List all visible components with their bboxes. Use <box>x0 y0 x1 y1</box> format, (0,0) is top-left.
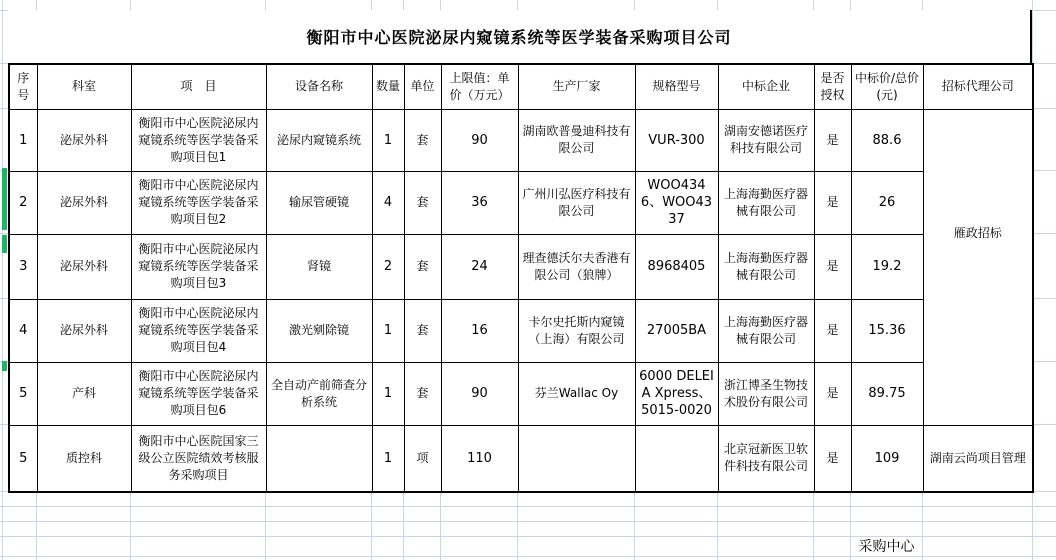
cell-maker[interactable]: 广州川弘医疗科技有限公司 <box>518 171 635 234</box>
header-row <box>9 64 1033 109</box>
cell-price[interactable]: 26 <box>851 171 923 234</box>
cell-no[interactable]: 3 <box>9 234 37 299</box>
cell-qty[interactable]: 1 <box>372 109 404 171</box>
col-header-project[interactable]: 项 目 <box>131 64 266 109</box>
cell-qty[interactable]: 2 <box>372 234 404 299</box>
col-header-limit[interactable]: 上限值：单价（万元） <box>441 64 518 109</box>
cell-qty[interactable]: 1 <box>372 299 404 362</box>
table-row <box>9 109 1033 171</box>
cell-maker[interactable]: 卡尔史托斯内窥镜（上海）有限公司 <box>518 299 635 362</box>
table-row <box>9 425 1033 492</box>
cell-maker[interactable]: 理查德沃尔夫香港有限公司（狼牌） <box>518 234 635 299</box>
cell-limit[interactable]: 110 <box>441 425 518 492</box>
cell-maker[interactable]: 芬兰Wallac Oy <box>518 362 635 425</box>
cell-no[interactable]: 1 <box>9 109 37 171</box>
selection-marker <box>2 361 7 371</box>
cell-device[interactable]: 泌尿内窥镜系统 <box>266 109 372 171</box>
col-header-price[interactable]: 中标价/总价(元) <box>851 64 923 109</box>
col-header-no[interactable]: 序号 <box>9 64 37 109</box>
cell-model[interactable]: 27005BA <box>635 299 718 362</box>
cell-price[interactable]: 88.6 <box>851 109 923 171</box>
cell-dept[interactable]: 泌尿外科 <box>37 299 131 362</box>
cell-qty[interactable]: 4 <box>372 171 404 234</box>
cell-winner[interactable]: 上海海勤医疗器械有限公司 <box>718 171 814 234</box>
cell-limit[interactable]: 90 <box>441 109 518 171</box>
col-header-device[interactable]: 设备名称 <box>266 64 372 109</box>
selection-marker <box>2 235 7 253</box>
cell-price[interactable]: 89.75 <box>851 362 923 425</box>
cell-unit[interactable]: 套 <box>404 299 441 362</box>
cell-no[interactable]: 4 <box>9 299 37 362</box>
cell-project[interactable]: 衡阳市中心医院泌尿内窥镜系统等医学装备采购项目包4 <box>131 299 266 362</box>
col-header-dept[interactable]: 科室 <box>37 64 131 109</box>
col-header-winner[interactable]: 中标企业 <box>718 64 814 109</box>
cell-dept[interactable]: 质控科 <box>37 425 131 492</box>
table-row <box>9 299 1033 362</box>
cell-auth[interactable]: 是 <box>814 425 851 492</box>
cell-project[interactable]: 衡阳市中心医院泌尿内窥镜系统等医学装备采购项目包1 <box>131 109 266 171</box>
cell-model[interactable]: WOO4346、WOO4337 <box>635 171 718 234</box>
cell-unit[interactable]: 套 <box>404 109 441 171</box>
cell-price[interactable]: 15.36 <box>851 299 923 362</box>
col-header-unit[interactable]: 单位 <box>404 64 441 109</box>
cell-qty[interactable]: 1 <box>372 425 404 492</box>
procurement-table <box>8 63 1034 493</box>
cell-maker[interactable] <box>518 425 635 492</box>
cell-unit[interactable]: 项 <box>404 425 441 492</box>
cell-unit[interactable]: 套 <box>404 171 441 234</box>
cell-dept[interactable]: 泌尿外科 <box>37 171 131 234</box>
cell-device[interactable]: 激光剜除镜 <box>266 299 372 362</box>
cell-device[interactable] <box>266 425 372 492</box>
cell-maker[interactable]: 湖南欧普曼迪科技有限公司 <box>518 109 635 171</box>
cell-project[interactable]: 衡阳市中心医院国家三级公立医院绩效考核服务采购项目 <box>131 425 266 492</box>
cell-winner[interactable]: 浙江博圣生物技术股份有限公司 <box>718 362 814 425</box>
cell-agency-merged[interactable]: 雁政招标 <box>923 109 1033 425</box>
cell-model[interactable]: VUR-300 <box>635 109 718 171</box>
table-row <box>9 234 1033 299</box>
cell-device[interactable]: 输尿管硬镜 <box>266 171 372 234</box>
cell-device[interactable]: 肾镜 <box>266 234 372 299</box>
col-header-qty[interactable]: 数量 <box>372 64 404 109</box>
cell-limit[interactable]: 36 <box>441 171 518 234</box>
cell-project[interactable]: 衡阳市中心医院泌尿内窥镜系统等医学装备采购项目包3 <box>131 234 266 299</box>
cell-model[interactable]: 6000 DELEIA Xpress、5015-0020 <box>635 362 718 425</box>
cell-winner[interactable]: 上海海勤医疗器械有限公司 <box>718 299 814 362</box>
table-row <box>9 362 1033 425</box>
cell-dept[interactable]: 泌尿外科 <box>37 234 131 299</box>
cell-project[interactable]: 衡阳市中心医院泌尿内窥镜系统等医学装备采购项目包6 <box>131 362 266 425</box>
col-header-agency[interactable]: 招标代理公司 <box>923 64 1033 109</box>
cell-agency[interactable]: 湖南云尚项目管理 <box>923 425 1033 492</box>
cell-limit[interactable]: 16 <box>441 299 518 362</box>
cell-qty[interactable]: 1 <box>372 362 404 425</box>
col-header-model[interactable]: 规格型号 <box>635 64 718 109</box>
cell-unit[interactable]: 套 <box>404 362 441 425</box>
cell-auth[interactable]: 是 <box>814 362 851 425</box>
cell-model[interactable]: 8968405 <box>635 234 718 299</box>
cell-price[interactable]: 19.2 <box>851 234 923 299</box>
sheet-title[interactable]: 衡阳市中心医院泌尿内窥镜系统等医学装备采购项目公司 <box>8 10 1032 63</box>
cell-project[interactable]: 衡阳市中心医院泌尿内窥镜系统等医学装备采购项目包2 <box>131 171 266 234</box>
procurement-center-label[interactable]: 采购中心 <box>858 539 915 555</box>
cell-winner[interactable]: 北京冠新医卫软件科技有限公司 <box>718 425 814 492</box>
col-header-maker[interactable]: 生产厂家 <box>518 64 635 109</box>
col-header-auth[interactable]: 是否授权 <box>814 64 851 109</box>
cell-dept[interactable]: 产科 <box>37 362 131 425</box>
selection-marker <box>2 168 7 230</box>
cell-auth[interactable]: 是 <box>814 171 851 234</box>
cell-no[interactable]: 5 <box>9 425 37 492</box>
cell-dept[interactable]: 泌尿外科 <box>37 109 131 171</box>
cell-no[interactable]: 5 <box>9 362 37 425</box>
cell-limit[interactable]: 90 <box>441 362 518 425</box>
cell-winner[interactable]: 上海海勤医疗器械有限公司 <box>718 234 814 299</box>
table-row <box>9 171 1033 234</box>
cell-model[interactable] <box>635 425 718 492</box>
cell-limit[interactable]: 24 <box>441 234 518 299</box>
cell-unit[interactable]: 套 <box>404 234 441 299</box>
cell-no[interactable]: 2 <box>9 171 37 234</box>
cell-winner[interactable]: 湖南安德诺医疗科技有限公司 <box>718 109 814 171</box>
cell-device[interactable]: 全自动产前筛查分析系统 <box>266 362 372 425</box>
cell-auth[interactable]: 是 <box>814 299 851 362</box>
cell-price[interactable]: 109 <box>851 425 923 492</box>
cell-auth[interactable]: 是 <box>814 109 851 171</box>
cell-auth[interactable]: 是 <box>814 234 851 299</box>
table-panel <box>8 10 1032 493</box>
